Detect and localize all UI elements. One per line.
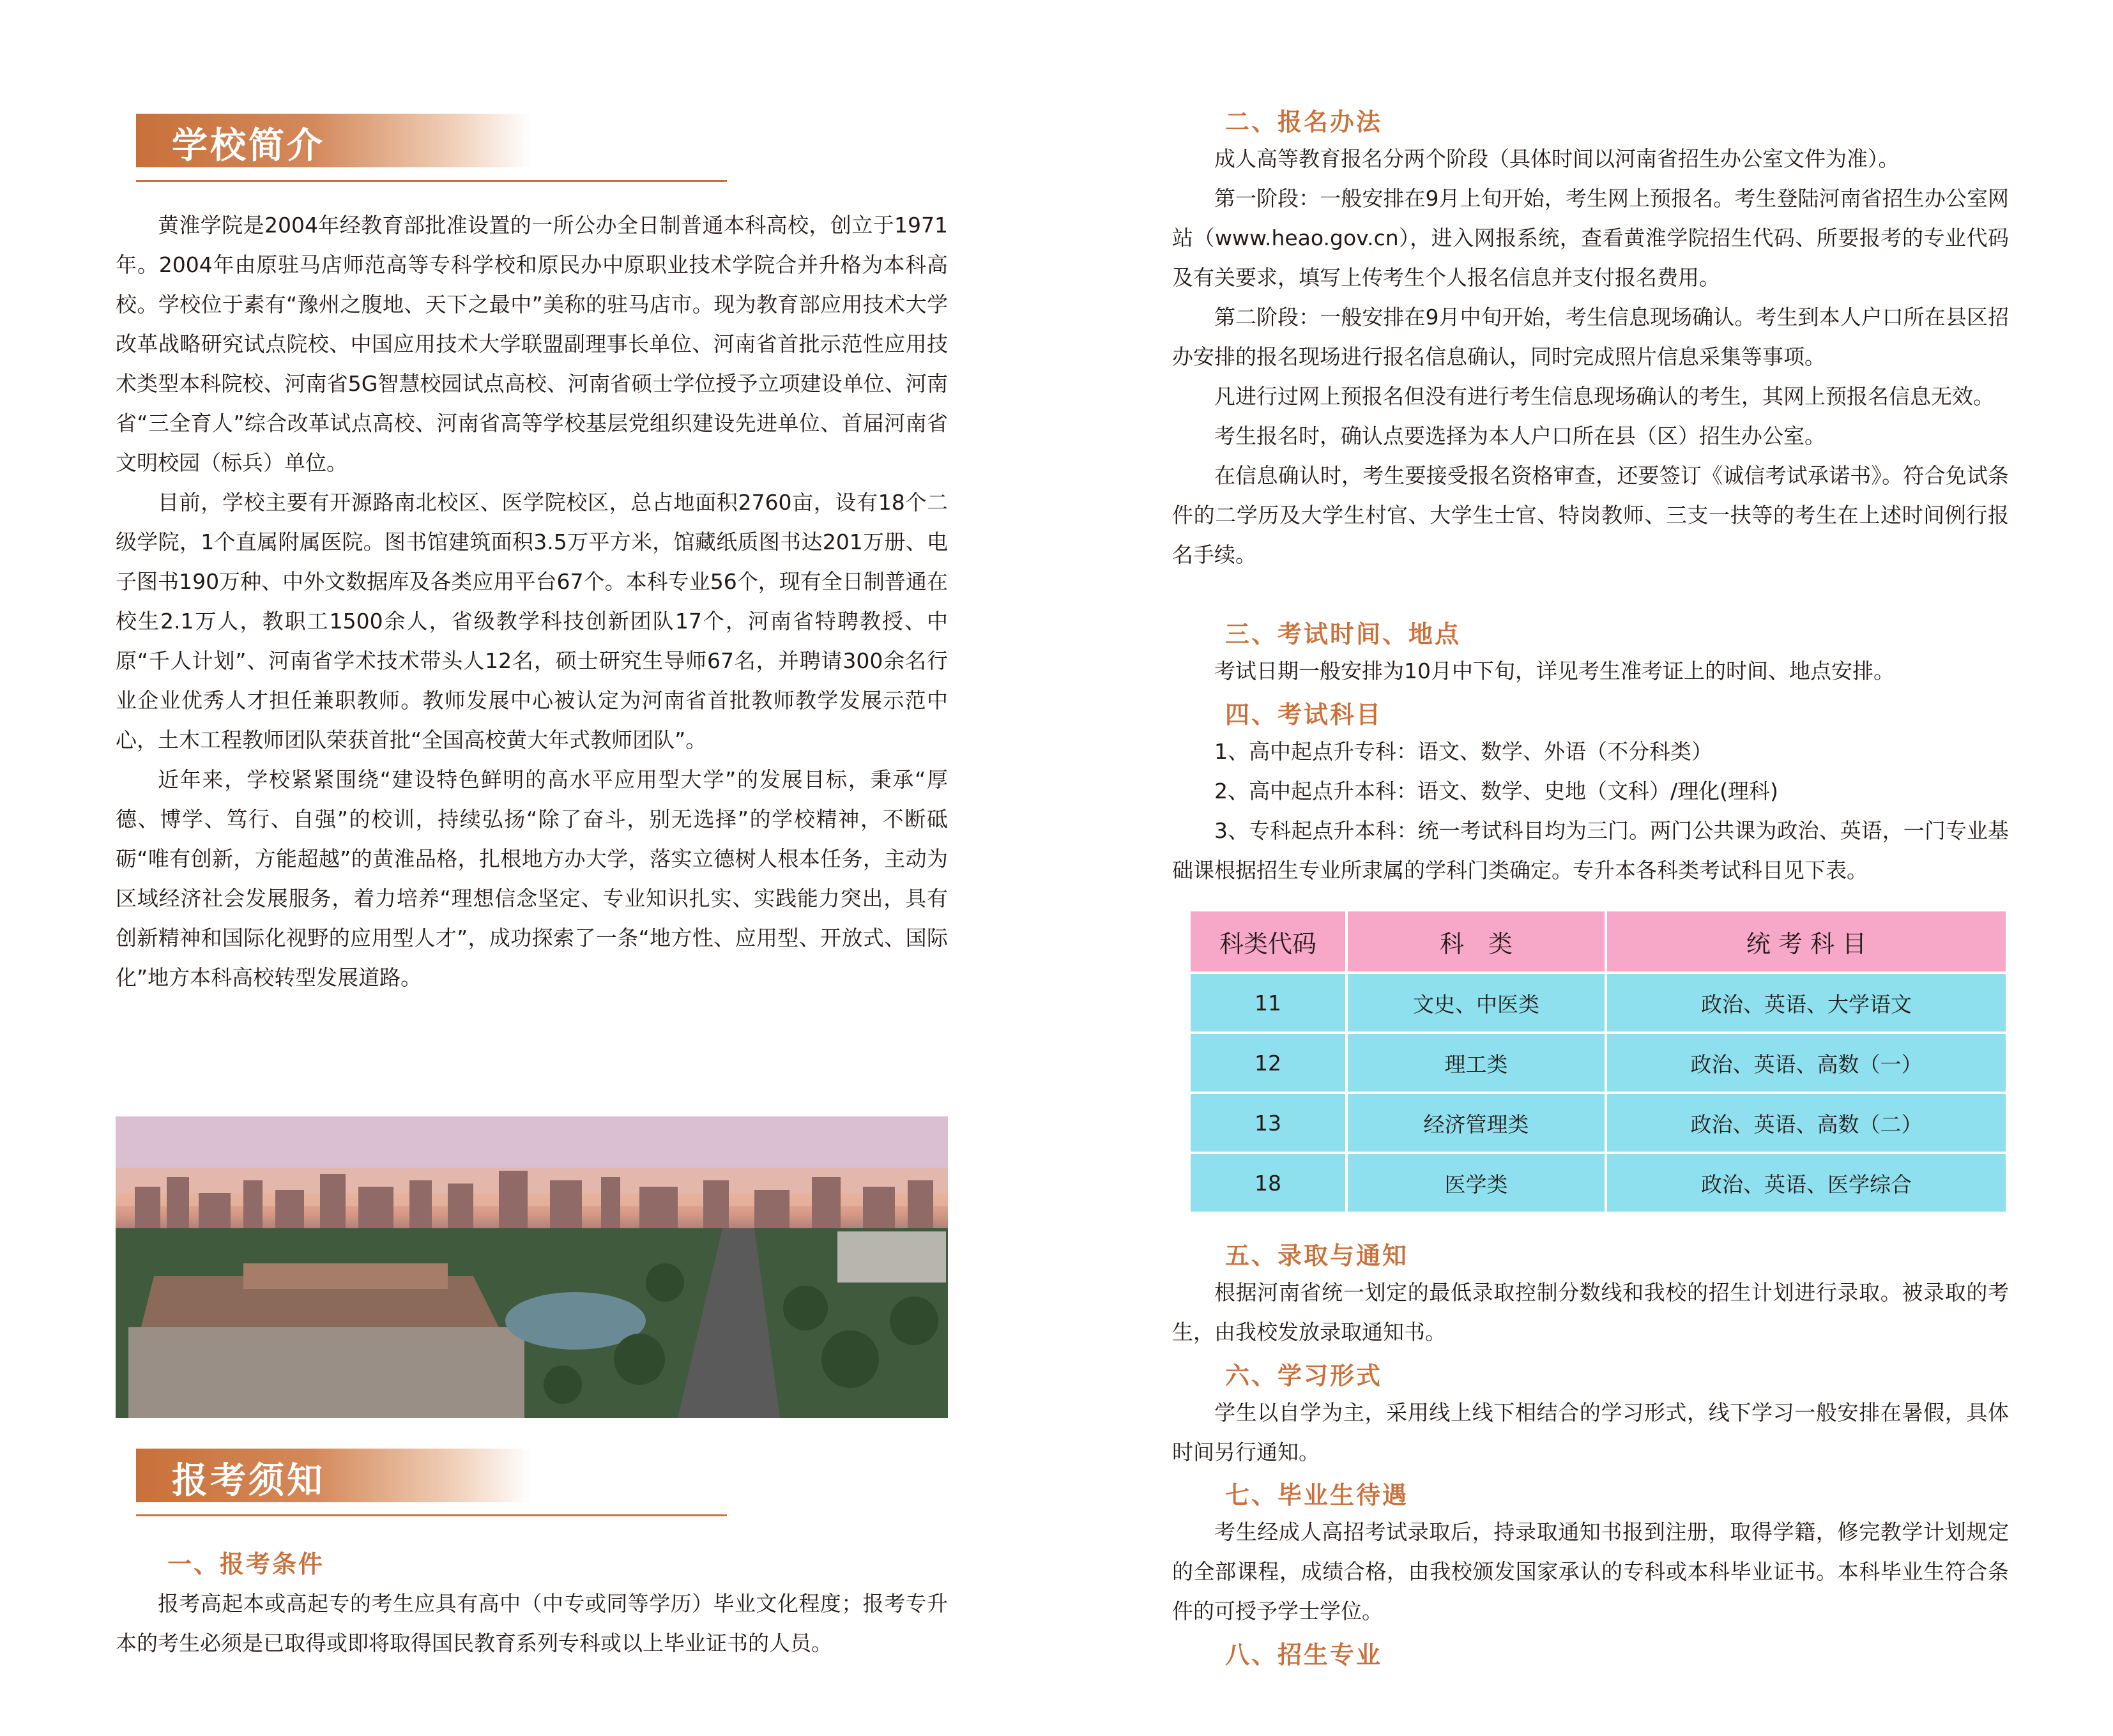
registration-paragraph: 成人高等教育报名分两个阶段（具体时间以河南省招生办公室文件为准）。 xyxy=(1214,146,1900,171)
table-cell: 文史、中医类 xyxy=(1346,973,1606,1033)
campus-aerial-photo xyxy=(116,1116,948,1418)
registration-paragraph: 凡进行过网上预报名但没有进行考生信息现场确认的考生，其网上预报名信息无效。 xyxy=(1214,384,1994,409)
table-header: 科 类 xyxy=(1346,910,1606,973)
intro-paragraph: 近年来，学校紧紧围绕“建设特色鲜明的高水平应用型大学”的发展目标，秉承“厚德、博学、笃行、自强”的校训，持续弘扬“除了奋斗，别无选择”的学校精神，不断砥砺“唯有创新，方能超越”的黄淮品格，扎根地方办大学，落实立德树人根本任务，主动为区域经济社会发展服务，着力培养“理想信念坚定、专业知识扎实、实践能力突出，具有创新精神和国际化视野的应用型人才”，成功探索了一条“地方性、应用型、开放式、国际化”地方本科高校转型发展道路。 xyxy=(116,767,948,990)
exam-time-paragraph: 考试日期一般安排为10月中下旬，详见考生准考证上的时间、地点安排。 xyxy=(1214,659,1895,683)
intro-paragraph: 目前，学校主要有开源路南北校区、医学院校区，总占地面积2760亩，设有18个二级学院，1个直属附属医院。图书馆建筑面积3.5万平方米，馆藏纸质图书达201万册、电子图书190万种、中外文数据库及各类应用平台67个。本科专业56个，现有全日制普通在校生2.1万人，教职工1500余人，省级教学科技创新团队17个，河南省特聘教授、中原“千人计划”、河南省学术技术带头人12名，硕士研究生导师67名，并聘请300余名行业企业优秀人才担任兼职教师。教师发展中心被认定为河南省首批教师教学发展示范中心，土木工程教师团队荣获首批“全国高校黄大年式教师团队”。 xyxy=(116,490,948,752)
heading-exam-requirements: 一、报考条件 xyxy=(167,1550,325,1578)
table-cell: 12 xyxy=(1189,1033,1346,1093)
table-header: 统 考 科 目 xyxy=(1606,910,2007,973)
intro-text xyxy=(116,206,948,998)
section-banner-school-intro xyxy=(136,114,532,167)
heading-exam-time: 三、考试时间、地点 xyxy=(1225,620,1461,648)
table-cell: 政治、英语、高数（一） xyxy=(1606,1033,2007,1093)
graduate-benefits-text xyxy=(1172,1512,2009,1631)
heading-exam-subjects: 四、考试科目 xyxy=(1225,701,1383,729)
divider xyxy=(136,180,727,182)
subjects-table xyxy=(1188,909,2008,1214)
admission-text xyxy=(1172,1273,2009,1352)
intro-paragraph: 黄淮学院是2004年经教育部批准设置的一所公办全日制普通本科高校，创立于1971年。2004年由原驻马店师范高等专科学校和原民办中原职业技术学院合并升格为本科高校。学校位于素有“豫州之腹地、天下之最中”美称的驻马店市。现为教育部应用技术大学改革战略研究试点院校、中国应用技术大学联盟副理事长单位、河南省首批示范性应用技术类型本科院校、河南省5G智慧校园试点高校、河南省硕士学位授予立项建设单位、河南省“三全育人”综合改革试点高校、河南省高等学校基层党组织建设先进单位、首届河南省文明校园（标兵）单位。 xyxy=(116,213,948,475)
exam-subjects-item: 3、专科起点升本科：统一考试科目均为三门。两门公共课为政治、英语，一门专业基础课根据招生专业所隶属的学科门类确定。专升本各科类考试科目见下表。 xyxy=(1172,818,2009,883)
exam-subjects-item: 1、高中起点升专科：语文、数学、外语（不分科类） xyxy=(1214,739,1713,764)
table-row xyxy=(1189,1093,2007,1153)
table-cell: 政治、英语、大学语文 xyxy=(1606,973,2007,1033)
table-cell: 政治、英语、高数（二） xyxy=(1606,1093,2007,1153)
table-cell: 政治、英语、医学综合 xyxy=(1606,1153,2007,1213)
section-title-school-intro: 学校简介 xyxy=(172,125,325,167)
heading-admission: 五、录取与通知 xyxy=(1225,1242,1409,1270)
heading-graduate-benefits: 七、毕业生待遇 xyxy=(1225,1481,1409,1509)
exam-subjects-text xyxy=(1172,732,2009,890)
table-cell: 经济管理类 xyxy=(1346,1093,1606,1153)
graduate-benefits-paragraph: 考生经成人高招考试录取后，持录取通知书报到注册，取得学籍，修完教学计划规定的全部课程，成绩合格，由我校颁发国家承认的专科或本科毕业证书。本科毕业生符合条件的可授予学士学位。 xyxy=(1172,1519,2009,1624)
exam-requirements-text xyxy=(116,1584,948,1663)
table-cell: 18 xyxy=(1189,1153,1346,1213)
exam-time-text xyxy=(1172,651,2009,691)
divider xyxy=(136,1514,727,1516)
section-title-exam-notice: 报考须知 xyxy=(172,1460,325,1502)
registration-paragraph: 在信息确认时，考生要接受报名资格审查，还要签订《诚信考试承诺书》。符合免试条件的二学历及大学生村官、大学生士官、特岗教师、三支一扶等的考生在上述时间例行报名手续。 xyxy=(1172,463,2009,567)
registration-paragraph: 第一阶段：一般安排在9月上旬开始，考生网上预报名。考生登陆河南省招生办公室网站（www.heao.gov.cn），进入网报系统，查看黄淮学院招生代码、所要报考的专业代码及有关要求，填写上传考生个人报名信息并支付报名费用。 xyxy=(1172,186,2009,290)
campus-photo-illustration xyxy=(116,1116,948,1418)
registration-paragraph: 考生报名时，确认点要选择为本人户口所在县（区）招生办公室。 xyxy=(1214,423,1826,448)
table-row xyxy=(1189,1153,2007,1213)
table-header: 科类代码 xyxy=(1189,910,1346,973)
heading-study-form: 六、学习形式 xyxy=(1225,1362,1383,1390)
admission-paragraph: 根据河南省统一划定的最低录取控制分数线和我校的招生计划进行录取。被录取的考生，由我校发放录取通知书。 xyxy=(1172,1280,2009,1344)
heading-majors: 八、招生专业 xyxy=(1225,1641,1383,1669)
table-header-row xyxy=(1189,910,2007,973)
table-row xyxy=(1189,973,2007,1033)
table-cell: 11 xyxy=(1189,973,1346,1033)
table-row xyxy=(1189,1033,2007,1093)
registration-paragraph: 第二阶段：一般安排在9月中旬开始，考生信息现场确认。考生到本人户口所在县区招办安排的报名现场进行报名信息确认，同时完成照片信息采集等事项。 xyxy=(1172,305,2009,369)
table-cell: 理工类 xyxy=(1346,1033,1606,1093)
heading-registration: 二、报名办法 xyxy=(1225,108,1383,136)
study-form-text xyxy=(1172,1393,2009,1472)
table-cell: 医学类 xyxy=(1346,1153,1606,1213)
study-form-paragraph: 学生以自学为主，采用线上线下相结合的学习形式，线下学习一般安排在暑假，具体时间另行通知。 xyxy=(1172,1400,2009,1465)
exam-subjects-item: 2、高中起点升本科：语文、数学、史地（文科）/理化(理科) xyxy=(1214,779,1778,803)
table-cell: 13 xyxy=(1189,1093,1346,1153)
exam-requirements-paragraph: 报考高起本或高起专的考生应具有高中（中专或同等学历）毕业文化程度；报考专升本的考生必须是已取得或即将取得国民教育系列专科或以上毕业证书的人员。 xyxy=(116,1591,948,1656)
registration-text xyxy=(1172,139,2009,575)
section-banner-exam-notice xyxy=(136,1449,532,1502)
